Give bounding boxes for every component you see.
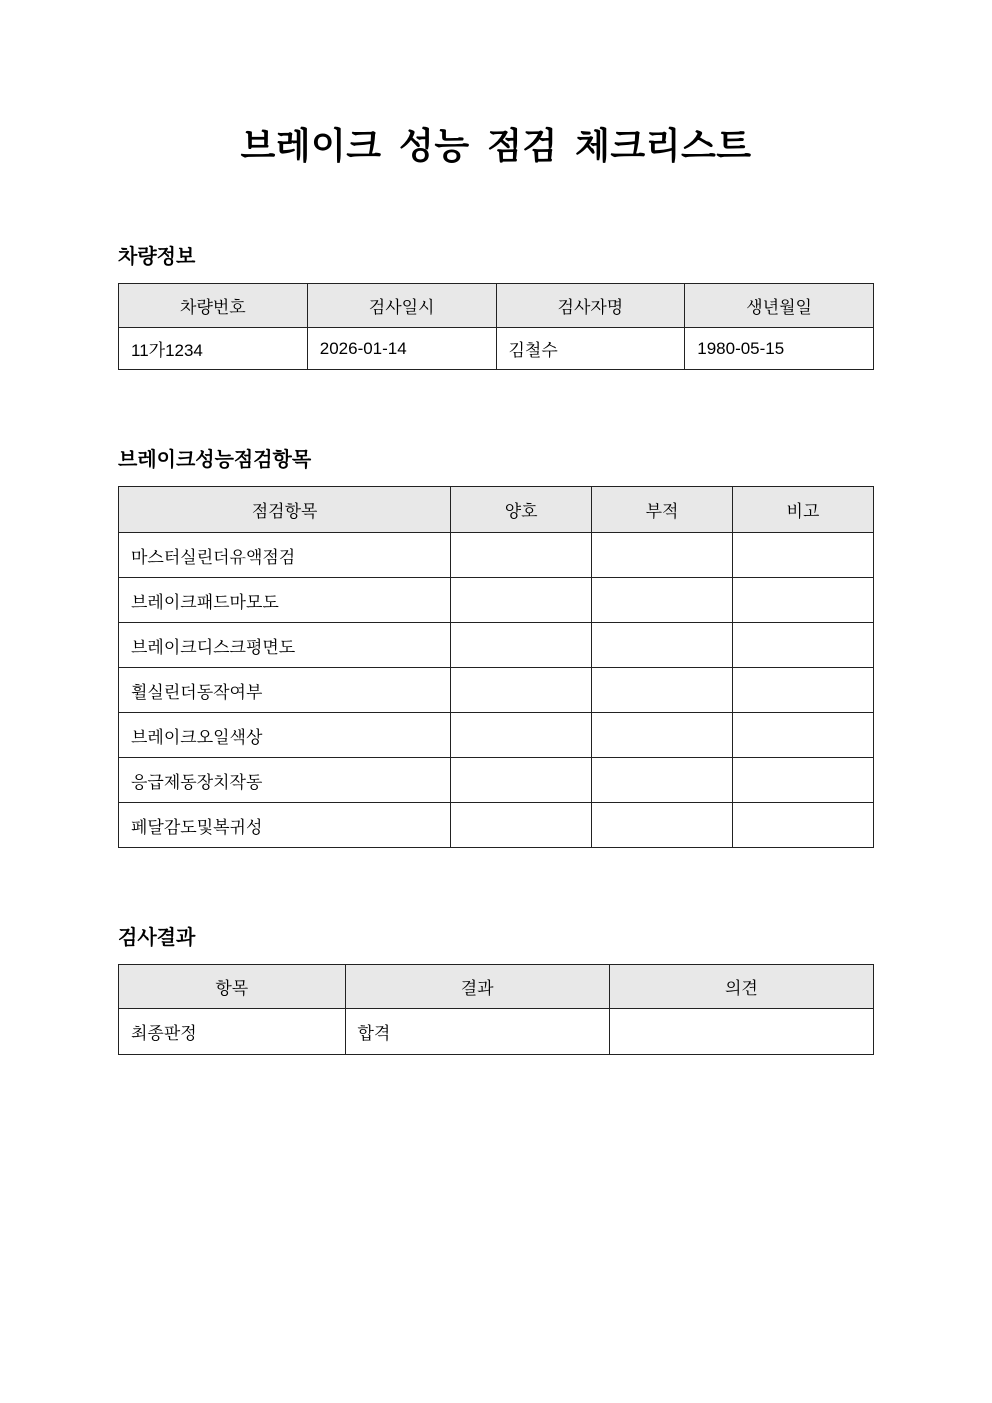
inspector-name-cell: 김철수 <box>496 328 685 370</box>
good-cell <box>451 713 592 758</box>
table-row <box>119 623 874 668</box>
inspection-item-cell: 마스터실린더유액점검 <box>119 533 451 578</box>
column-header-remarks: 비고 <box>732 487 873 533</box>
good-cell <box>451 623 592 668</box>
table-row <box>119 578 874 623</box>
remarks-cell <box>732 668 873 713</box>
column-header-item: 항목 <box>119 965 346 1009</box>
remarks-cell <box>732 578 873 623</box>
document-title: 브레이크 성능 점검 체크리스트 <box>240 125 752 166</box>
inspection-items-header-row <box>119 487 874 533</box>
remarks-cell <box>732 758 873 803</box>
result-header-row <box>119 965 874 1009</box>
good-cell <box>451 533 592 578</box>
column-header-unsuitable: 부적 <box>592 487 733 533</box>
inspection-item-cell: 브레이크패드마모도 <box>119 578 451 623</box>
opinion-cell <box>609 1009 873 1055</box>
column-header-inspector-name: 검사자명 <box>496 284 685 328</box>
result-table <box>118 964 874 1055</box>
good-cell <box>451 668 592 713</box>
unsuitable-cell <box>592 578 733 623</box>
inspection-item-cell: 브레이크디스크평면도 <box>119 623 451 668</box>
table-row <box>119 668 874 713</box>
inspection-date-cell: 2026-01-14 <box>307 328 496 370</box>
result-value-cell: 합격 <box>345 1009 609 1055</box>
good-cell <box>451 578 592 623</box>
inspection-item-cell: 응급제동장치작동 <box>119 758 451 803</box>
unsuitable-cell <box>592 668 733 713</box>
inspection-item-cell: 브레이크오일색상 <box>119 713 451 758</box>
vehicle-info-data-row <box>119 328 874 370</box>
table-row <box>119 758 874 803</box>
final-judgment-cell: 최종판정 <box>119 1009 346 1055</box>
column-header-good: 양호 <box>451 487 592 533</box>
vehicle-info-header-row <box>119 284 874 328</box>
unsuitable-cell <box>592 713 733 758</box>
unsuitable-cell <box>592 758 733 803</box>
remarks-cell <box>732 533 873 578</box>
section-heading-inspection-items: 브레이크성능점검항목 <box>118 449 312 472</box>
table-row <box>119 803 874 848</box>
remarks-cell <box>732 803 873 848</box>
result-data-row <box>119 1009 874 1055</box>
birth-date-cell: 1980-05-15 <box>685 328 874 370</box>
column-header-vehicle-number: 차량번호 <box>119 284 308 328</box>
column-header-opinion: 의견 <box>609 965 873 1009</box>
table-row <box>119 713 874 758</box>
section-heading-result: 검사결과 <box>118 927 196 950</box>
remarks-cell <box>732 623 873 668</box>
column-header-inspection-item: 점검항목 <box>119 487 451 533</box>
inspection-item-cell: 휠실린더동작여부 <box>119 668 451 713</box>
inspection-item-cell: 페달감도및복귀성 <box>119 803 451 848</box>
column-header-result: 결과 <box>345 965 609 1009</box>
column-header-inspection-date: 검사일시 <box>307 284 496 328</box>
table-row <box>119 533 874 578</box>
vehicle-info-table <box>118 283 874 370</box>
unsuitable-cell <box>592 533 733 578</box>
vehicle-number-cell: 11가1234 <box>119 328 308 370</box>
column-header-birth-date: 생년월일 <box>685 284 874 328</box>
good-cell <box>451 803 592 848</box>
good-cell <box>451 758 592 803</box>
unsuitable-cell <box>592 623 733 668</box>
remarks-cell <box>732 713 873 758</box>
inspection-items-table <box>118 486 874 848</box>
unsuitable-cell <box>592 803 733 848</box>
section-heading-vehicle-info: 차량정보 <box>118 246 196 269</box>
